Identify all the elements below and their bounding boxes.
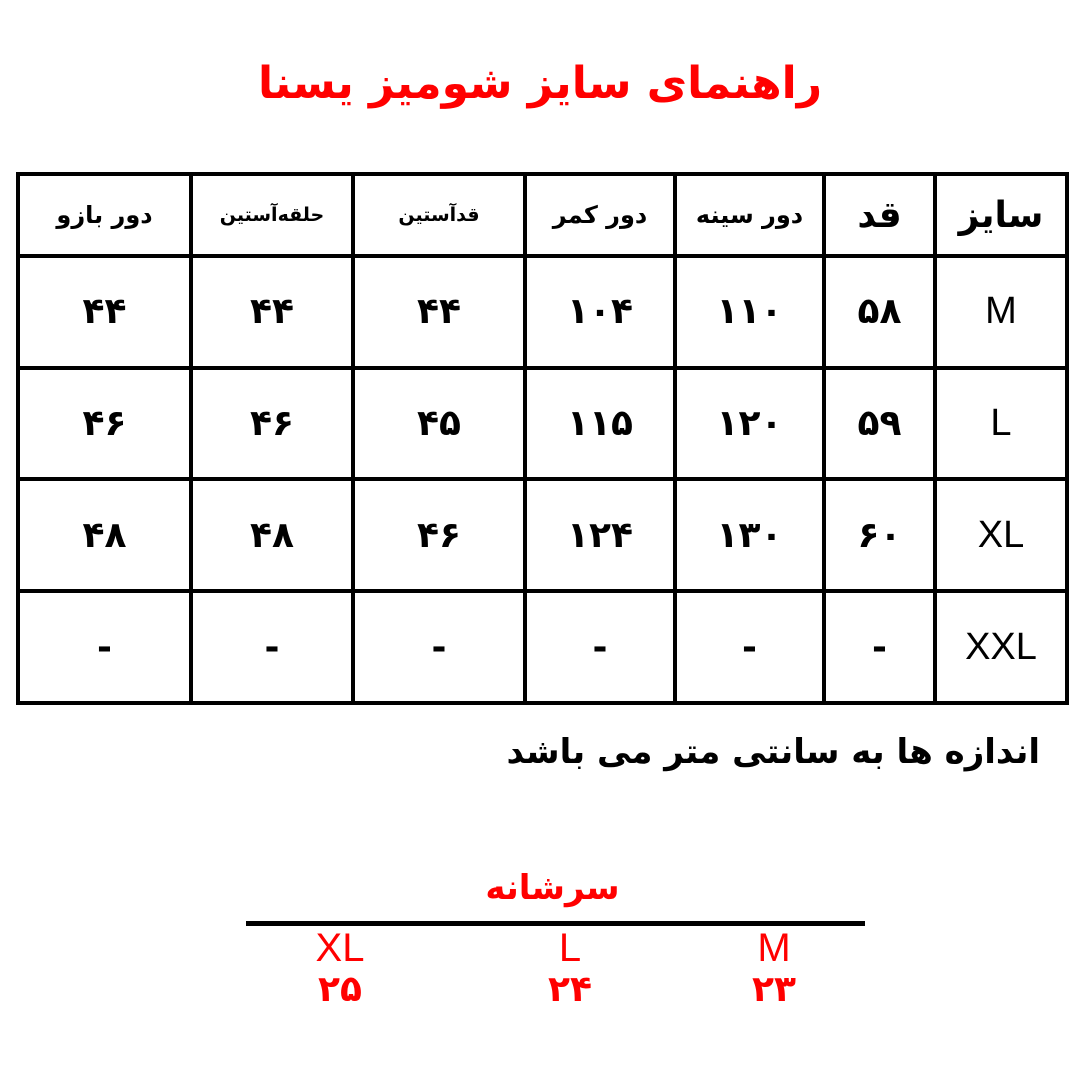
arm-circumference-cell: ۴۴ <box>18 256 191 368</box>
waist-cell: - <box>525 591 675 703</box>
shoulder-size: XL <box>315 926 365 970</box>
length-cell: ۶۰ <box>824 479 935 591</box>
arm-circumference-cell: ۴۶ <box>18 368 191 480</box>
sleeve-length-cell: ۴۵ <box>353 368 525 480</box>
shoulder-value: ۲۵ <box>318 969 362 1010</box>
size-cell: XL <box>935 479 1067 591</box>
header-size: سایز <box>935 174 1067 256</box>
header-arm-circumference: دور بازو <box>18 174 191 256</box>
sleeve-length-cell: ۴۴ <box>353 256 525 368</box>
shoulder-item <box>270 926 410 1010</box>
length-cell: ۵۸ <box>824 256 935 368</box>
size-chart-table <box>16 172 1069 705</box>
table-row <box>18 591 1067 703</box>
shoulder-item <box>500 926 640 1010</box>
size-cell: XXL <box>935 591 1067 703</box>
size-cell: L <box>935 368 1067 480</box>
sleeve-length-cell: ۴۶ <box>353 479 525 591</box>
length-cell: ۵۹ <box>824 368 935 480</box>
table-row <box>18 368 1067 480</box>
waist-cell: ۱۲۴ <box>525 479 675 591</box>
armhole-cell: ۴۸ <box>191 479 353 591</box>
header-chest: دور سینه <box>675 174 824 256</box>
header-armhole: حلقه‌آستین <box>191 174 353 256</box>
chest-cell: - <box>675 591 824 703</box>
header-waist: دور کمر <box>525 174 675 256</box>
table-row <box>18 256 1067 368</box>
chest-cell: ۱۲۰ <box>675 368 824 480</box>
shoulder-value: ۲۳ <box>752 969 796 1010</box>
armhole-cell: ۴۶ <box>191 368 353 480</box>
page-title: راهنمای سایز شومیز یسنا <box>257 58 823 109</box>
shoulder-value: ۲۴ <box>548 969 592 1010</box>
shoulder-title: سرشانه <box>485 868 620 908</box>
chest-cell: ۱۱۰ <box>675 256 824 368</box>
armhole-cell: ۴۴ <box>191 256 353 368</box>
size-cell: M <box>935 256 1067 368</box>
units-note: اندازه ها به سانتی متر می باشد <box>506 732 1040 772</box>
shoulder-size: M <box>757 926 791 970</box>
armhole-cell: - <box>191 591 353 703</box>
chest-cell: ۱۳۰ <box>675 479 824 591</box>
header-length: قد <box>824 174 935 256</box>
arm-circumference-cell: - <box>18 591 191 703</box>
length-cell: - <box>824 591 935 703</box>
shoulder-item <box>704 926 844 1010</box>
sleeve-length-cell: - <box>353 591 525 703</box>
table-row <box>18 479 1067 591</box>
shoulder-size: L <box>558 926 582 970</box>
waist-cell: ۱۰۴ <box>525 256 675 368</box>
waist-cell: ۱۱۵ <box>525 368 675 480</box>
table-header-row <box>18 174 1067 256</box>
arm-circumference-cell: ۴۸ <box>18 479 191 591</box>
header-sleeve-length: قدآستین <box>353 174 525 256</box>
